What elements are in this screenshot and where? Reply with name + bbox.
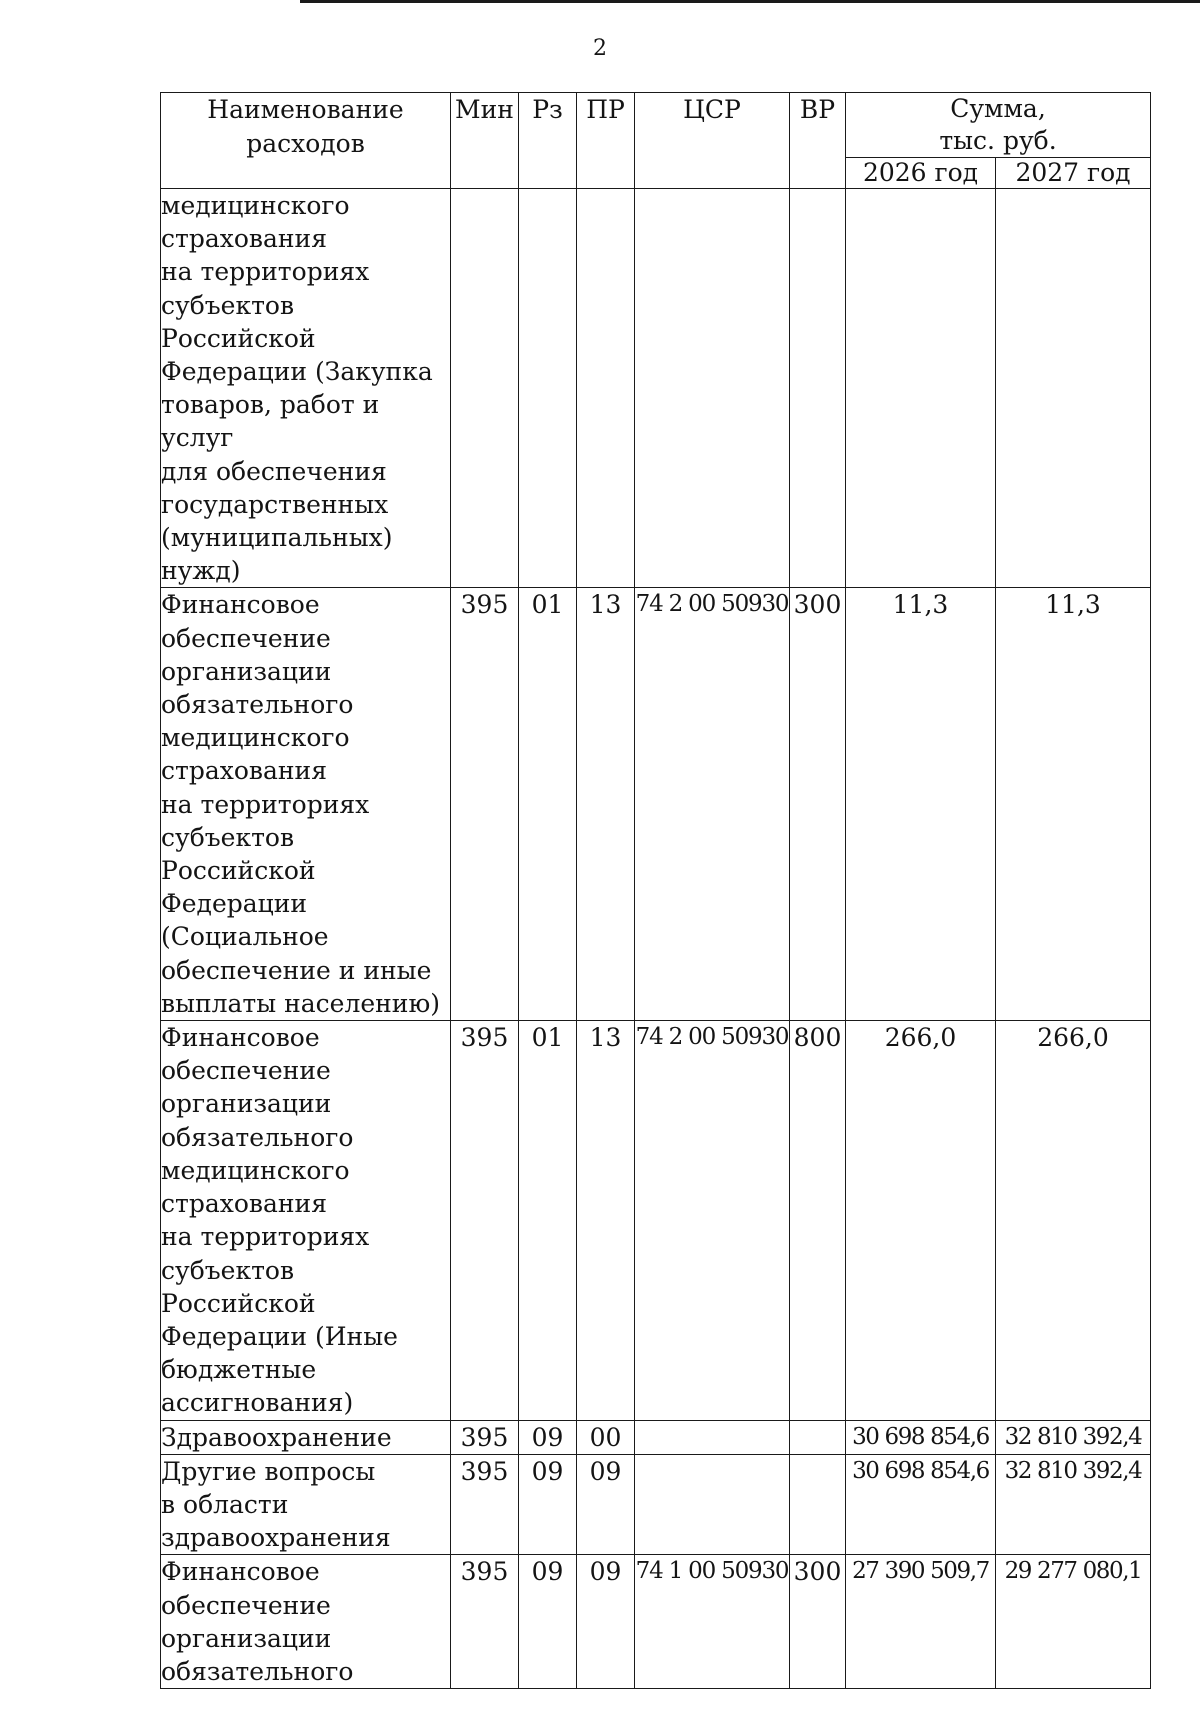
- row-vr: [790, 1454, 846, 1555]
- row-min: 395: [451, 1021, 519, 1420]
- row-name-line: товаров, работ и услуг: [161, 390, 380, 453]
- row-name-line: нужд): [161, 556, 241, 586]
- row-name-line: Федерации: [161, 889, 308, 919]
- row-pr: 09: [577, 1555, 635, 1689]
- row-csr: [635, 1420, 790, 1454]
- row-name: [161, 189, 451, 588]
- row-amount-2026: 11,3: [846, 588, 996, 1021]
- row-csr: 74 2 00 50930: [635, 1021, 790, 1420]
- row-vr: [790, 189, 846, 588]
- row-name-line: Финансовое: [161, 1557, 320, 1587]
- row-name-line: Здравоохранение: [161, 1422, 392, 1452]
- row-name-line: субъектов Российской: [161, 1255, 316, 1318]
- row-name-line: для обеспечения: [161, 456, 387, 486]
- row-name-line: Финансовое: [161, 590, 320, 620]
- row-name-line: страхования: [161, 224, 327, 254]
- row-name-line: на территориях: [161, 1222, 370, 1252]
- row-name-line: субъектов Российской: [161, 290, 316, 353]
- row-name-line: (муниципальных): [161, 523, 393, 553]
- row-pr: 13: [577, 588, 635, 1021]
- header-year-2027: 2027 год: [996, 158, 1151, 189]
- row-rz: 09: [519, 1454, 577, 1555]
- row-amount-2026: 266,0: [846, 1021, 996, 1420]
- row-amount-2027: 11,3: [996, 588, 1151, 1021]
- row-name-line: ассигнования): [161, 1388, 354, 1418]
- table-row: [161, 1555, 1151, 1689]
- row-min: 395: [451, 1420, 519, 1454]
- row-csr: [635, 1454, 790, 1555]
- row-name-line: медицинского: [161, 723, 350, 753]
- row-name: [161, 1555, 451, 1689]
- row-name: [161, 1021, 451, 1420]
- row-name-line: страхования: [161, 756, 327, 786]
- row-min: 395: [451, 588, 519, 1021]
- row-name-line: государственных: [161, 489, 389, 519]
- row-name-line: выплаты населению): [161, 988, 440, 1018]
- row-amount-2026: 30 698 854,6: [846, 1420, 996, 1454]
- top-rule: [300, 0, 1200, 3]
- row-amount-2027: 29 277 080,1: [996, 1555, 1151, 1689]
- row-name-line: страхования: [161, 1189, 327, 1219]
- row-pr: 00: [577, 1420, 635, 1454]
- row-csr: 74 2 00 50930: [635, 588, 790, 1021]
- budget-table: [160, 92, 1151, 1689]
- row-name-line: обязательного: [161, 1656, 354, 1686]
- row-name: [161, 588, 451, 1021]
- row-name-line: обеспечение: [161, 1590, 331, 1620]
- row-name: [161, 1454, 451, 1555]
- row-name-line: обязательного: [161, 1122, 354, 1152]
- header-year-2026: 2026 год: [846, 158, 996, 189]
- row-amount-2026: 30 698 854,6: [846, 1454, 996, 1555]
- header-pr: ПР: [577, 93, 635, 189]
- row-name-line: Финансовое: [161, 1023, 320, 1053]
- header-min: Мин: [451, 93, 519, 189]
- row-min: [451, 189, 519, 588]
- row-vr: 800: [790, 1021, 846, 1420]
- row-name-line: Федерации (Иные: [161, 1321, 398, 1351]
- row-pr: 09: [577, 1454, 635, 1555]
- row-name-line: (Социальное: [161, 922, 329, 952]
- row-csr: [635, 189, 790, 588]
- row-name-line: бюджетные: [161, 1355, 317, 1385]
- header-rz: Рз: [519, 93, 577, 189]
- row-rz: 09: [519, 1420, 577, 1454]
- row-amount-2026: 27 390 509,7: [846, 1555, 996, 1689]
- row-name-line: обеспечение: [161, 623, 331, 653]
- row-name-line: обязательного: [161, 690, 354, 720]
- row-name: [161, 1420, 451, 1454]
- row-csr: 74 1 00 50930: [635, 1555, 790, 1689]
- table-row: [161, 1454, 1151, 1555]
- row-name-line: на территориях: [161, 789, 370, 819]
- row-name-line: здравоохранения: [161, 1523, 391, 1553]
- row-name-line: на территориях: [161, 257, 370, 287]
- row-amount-2027: 32 810 392,4: [996, 1420, 1151, 1454]
- table-row: [161, 189, 1151, 588]
- row-amount-2027: 32 810 392,4: [996, 1454, 1151, 1555]
- row-amount-2027: [996, 189, 1151, 588]
- row-min: 395: [451, 1555, 519, 1689]
- row-pr: 13: [577, 1021, 635, 1420]
- row-amount-2026: [846, 189, 996, 588]
- row-rz: 01: [519, 1021, 577, 1420]
- row-name-line: медицинского: [161, 191, 350, 220]
- row-name-line: обеспечение: [161, 1056, 331, 1086]
- row-rz: 01: [519, 588, 577, 1021]
- table-row: [161, 1021, 1151, 1420]
- row-name-line: организации: [161, 656, 332, 686]
- row-min: 395: [451, 1454, 519, 1555]
- row-name-line: Федерации (Закупка: [161, 357, 433, 387]
- row-rz: [519, 189, 577, 588]
- table-body: [161, 189, 1151, 1689]
- row-pr: [577, 189, 635, 588]
- row-name-line: организации: [161, 1623, 332, 1653]
- row-vr: 300: [790, 1555, 846, 1689]
- row-vr: [790, 1420, 846, 1454]
- row-name-line: организации: [161, 1089, 332, 1119]
- table-row: [161, 1420, 1151, 1454]
- row-name-line: обеспечение и иные: [161, 955, 432, 985]
- header-name: Наименование расходов: [161, 93, 451, 189]
- table-row: [161, 588, 1151, 1021]
- row-amount-2027: 266,0: [996, 1021, 1151, 1420]
- header-vr: ВР: [790, 93, 846, 189]
- row-rz: 09: [519, 1555, 577, 1689]
- row-name-line: субъектов Российской: [161, 822, 316, 886]
- row-name-line: медицинского: [161, 1155, 350, 1185]
- row-name-line: Другие вопросы: [161, 1456, 376, 1486]
- page-number: 2: [593, 36, 607, 61]
- row-name-line: в области: [161, 1489, 289, 1519]
- header-sum: Сумма, тыс. руб.: [846, 93, 1151, 158]
- header-csr: ЦСР: [635, 93, 790, 189]
- row-vr: 300: [790, 588, 846, 1021]
